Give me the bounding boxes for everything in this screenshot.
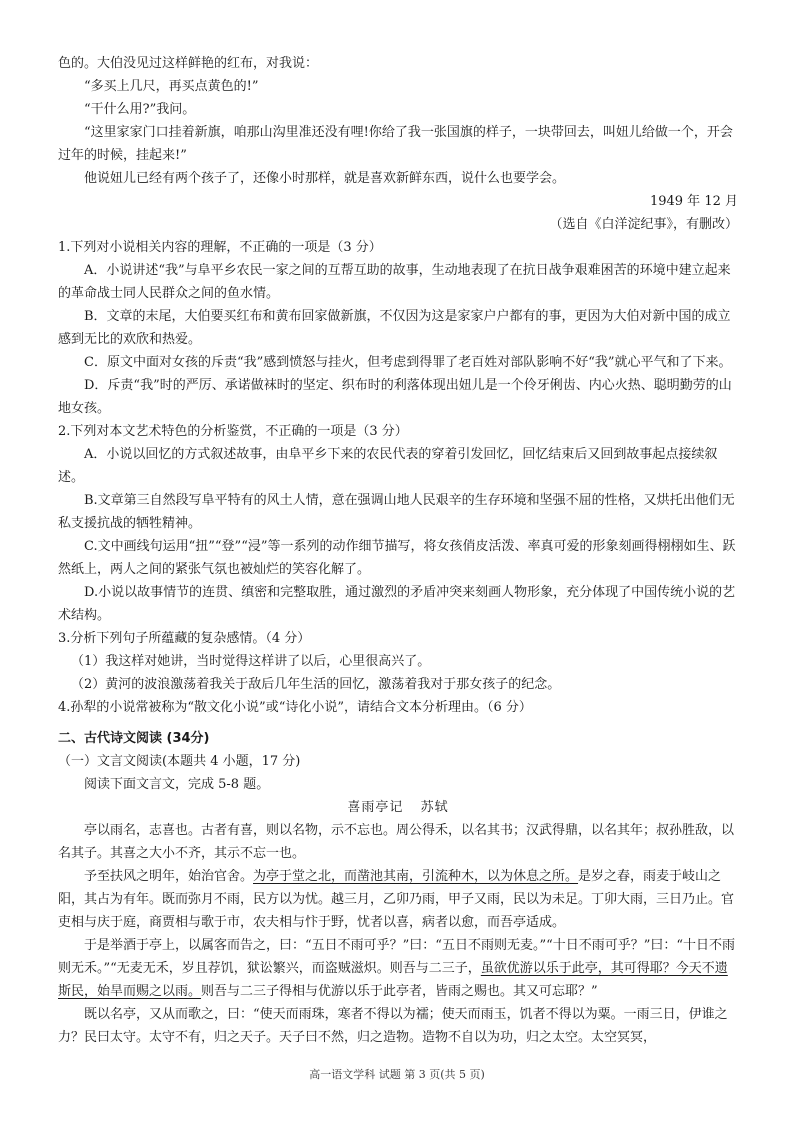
question-2-option-c: C.文中画线句运用“扭”“登”“浸”等一系列的动作细节描写，将女孩俏皮活泼、率真可爱的形象刻画得栩栩如生、跃然纸上，两人之间的紧张气氛也被灿烂的笑容化解了。: [58, 539, 736, 577]
classical-paragraph-4: 既以名亭，又从而歌之，曰：“使天而雨珠，寒者不得以为襦；使天而雨玉，饥者不得以为粟。一雨三日，伊谁之力？民曰太守。太守不有，归之天子。天子曰不然，归之造物。造物不自以为功，归之太空。太空冥冥，: [58, 1007, 728, 1045]
classical-paragraph-3: [58, 934, 738, 1003]
question-2-stem: 2.下列对本文艺术特色的分析鉴赏，不正确的一项是（3 分）: [58, 424, 408, 439]
para3-text: 则吾与二三子得相与优游以乐于此亭者，皆雨之赐也。其又可忘耶？”: [201, 984, 598, 999]
story-source: （选自《白洋淀纪事》，有删改）: [549, 217, 738, 232]
question-1-stem: 1.下列对小说相关内容的理解，不正确的一项是（3 分）: [58, 240, 382, 255]
story-paragraph: 他说妞儿已经有两个孩子了，还像小时那样，就是喜欢新鲜东西，说什么也要学会。: [84, 171, 566, 186]
question-2-option-b: B.文章第三自然段写阜平特有的风土人情，意在强调山地人民艰辛的生存环境和坚强不屈的性格，又烘托出他们无私支援抗战的牺牲精神。: [58, 493, 735, 531]
classical-paragraph-1: 亭以雨名，志喜也。古者有喜，则以名物，示不忘也。周公得禾，以名其书；汉武得鼎，以名其年；叔孙胜敌，以名其子。其喜之大小不齐，其示不忘一也。: [58, 823, 735, 861]
underlined-sentence: 虽欲优游以乐于此亭，其可得耶？今天不遗斯民，始旱而赐之以雨。: [58, 961, 728, 999]
page-footer: 高一语文学科 试题 第 3 页(共 5 页): [309, 1068, 485, 1081]
question-3-sentence-1: （1）我这样对她讲，当时觉得这样讲了以后，心里很高兴了。: [71, 654, 431, 669]
essay-author: 苏轼: [420, 800, 449, 815]
story-paragraph: 色的。大伯没见过这样鲜艳的红布，对我说：: [58, 56, 319, 71]
question-1-option-a: A．小说讲述“我”与阜平乡农民一家之间的互帮互助的故事，生动地表现了在抗日战争艰难困苦的环境中建立起来的革命战士同人民群众之间的鱼水情。: [58, 263, 731, 301]
essay-title-line: [58, 796, 738, 819]
story-date: 1949 年 12 月: [649, 194, 738, 209]
para3-text: 于是举酒于亭上，以属客而告之，曰：“五日不雨可乎？”曰：“五日不雨则无麦。”“十日不雨可乎？”曰：“十日不雨则无禾。”“无麦无禾，岁且荐饥，狱讼繁兴，而盗贼滋炽。则吾与二三子，: [58, 938, 736, 976]
question-3-stem: 3.分析下列句子所蕴藏的复杂感情。（4 分）: [58, 631, 311, 646]
para2-text: 予至扶风之明年，始治官舍。: [84, 869, 254, 884]
story-dialogue: “干什么用?”我问。: [84, 102, 196, 117]
question-1-option-d: D．斥责“我”时的严厉、承诺做袜时的坚定、织布时的利落体现出妞儿是一个伶牙俐齿、内心火热、聪明勤劳的山地女孩。: [58, 378, 732, 416]
story-dialogue: “这里家家门口挂着新旗，咱那山沟里准还没有哩!你给了我一张国旗的样子，一块带回去，叫妞儿给做一个，开会过年的时候，挂起来!”: [58, 125, 733, 163]
reading-instruction: 阅读下面文言文，完成 5-8 题。: [84, 777, 270, 792]
question-1-option-b: B．文章的末尾，大伯要买红布和黄布回家做新旗，不仅因为这是家家户户都有的事，更因为大伯对新中国的成立感到无比的欢欣和热爱。: [58, 309, 731, 347]
question-3-sentence-2: （2）黄河的波浪激荡着我关于敌后几年生活的回忆，激荡着我对于那女孩子的纪念。: [71, 677, 561, 692]
question-4-stem: 4.孙犁的小说常被称为“散文化小说”或“诗化小说”，请结合文本分析理由。（6 分）: [58, 700, 532, 715]
section-heading: 二、古代诗文阅读 (34分): [58, 731, 210, 746]
question-1-option-c: C．原文中面对女孩的斥责“我”感到愤怒与挂火，但考虑到得罪了老百姓对部队影响不好“我”就心平气和了下来。: [84, 355, 732, 370]
page-body: [58, 52, 738, 1049]
question-2-option-d: D.小说以故事情节的连贯、缜密和完整取胜，通过激烈的矛盾冲突来刻画人物形象，充分体现了中国传统小说的艺术结构。: [58, 585, 736, 623]
essay-title: 喜雨亭记: [347, 800, 404, 815]
subsection-heading: （一）文言文阅读(本题共 4 小题，17 分): [58, 754, 301, 769]
question-2-option-a: A．小说以回忆的方式叙述故事，由阜平乡下来的农民代表的穿着引发回忆，回忆结束后又回到故事起点接续叙述。: [58, 447, 718, 485]
para2-text: 是岁之春，雨麦于岐山之阳，其占为有年。既而弥月不雨，民方以为忧。越三月，乙卯乃雨，甲子又雨，民以为未足。丁卯大雨，三日乃止。官吏相与庆于庭，商贾相与歌于市，农夫相与忭于野，忧者以喜，病者以愈，而吾亭适成。: [58, 869, 735, 930]
classical-paragraph-2: [58, 865, 738, 934]
story-dialogue: “多买上几尺，再买点黄色的!”: [84, 79, 259, 94]
spacer: [58, 719, 738, 727]
underlined-sentence: 为亭于堂之北，而凿池其南，引流种木，以为休息之所。: [253, 869, 579, 884]
